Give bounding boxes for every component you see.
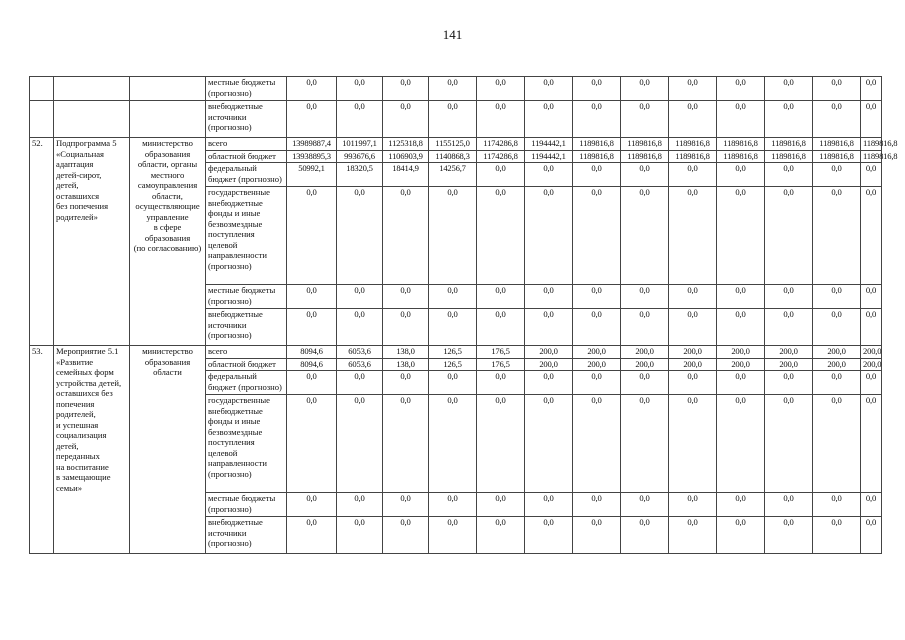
value-cell: 1194442,1 bbox=[525, 138, 573, 151]
value-cell: 0,0 bbox=[525, 285, 573, 309]
value-cell: 0,0 bbox=[717, 77, 765, 101]
value-cell: 0,0 bbox=[337, 493, 383, 517]
value-cell: 0,0 bbox=[621, 371, 669, 395]
value-cell: 0,0 bbox=[573, 517, 621, 554]
value-cell: 0,0 bbox=[621, 493, 669, 517]
value-cell: 126,5 bbox=[429, 346, 477, 359]
source-cell: государственные внебюджетные фонды и иные безвозмездные поступления целевой направленности (прогнозно) bbox=[206, 395, 287, 493]
executor-line: самоуправления bbox=[137, 180, 198, 190]
value-cell: 0,0 bbox=[765, 187, 813, 285]
value-cell: 0,0 bbox=[813, 77, 861, 101]
table-row bbox=[30, 138, 882, 151]
value-cell: 0,0 bbox=[383, 395, 429, 493]
value-cell: 0,0 bbox=[429, 77, 477, 101]
program-title-line: в замещающие bbox=[56, 472, 111, 482]
value-cell: 0,0 bbox=[717, 163, 765, 187]
value-cell: 8094,6 bbox=[287, 346, 337, 359]
value-cell: 0,0 bbox=[383, 517, 429, 554]
value-cell: 200,0 bbox=[669, 346, 717, 359]
value-cell: 0,0 bbox=[813, 395, 861, 493]
value-cell: 0,0 bbox=[525, 77, 573, 101]
value-cell: 0,0 bbox=[765, 493, 813, 517]
value-cell: 0,0 bbox=[287, 395, 337, 493]
value-cell: 0,0 bbox=[287, 371, 337, 395]
value-cell: 200,0 bbox=[669, 359, 717, 371]
program-title-line: и успешная bbox=[56, 419, 99, 430]
program-title-line: семейных форм bbox=[56, 367, 114, 377]
program-cell bbox=[54, 101, 130, 138]
value-cell: 0,0 bbox=[669, 371, 717, 395]
source-cell: областной бюджет bbox=[206, 151, 287, 163]
value-cell: 0,0 bbox=[429, 493, 477, 517]
executor-line: управление bbox=[146, 211, 189, 222]
value-cell: 0,0 bbox=[669, 285, 717, 309]
value-cell: 0,0 bbox=[477, 309, 525, 346]
value-cell: 0,0 bbox=[429, 309, 477, 346]
executor-line: в сфере bbox=[153, 222, 182, 232]
value-cell: 0,0 bbox=[383, 309, 429, 346]
value-cell: 200,0 bbox=[717, 359, 765, 371]
value-cell: 1189816,8 bbox=[765, 151, 813, 163]
value-cell: 0,0 bbox=[429, 285, 477, 309]
value-cell: 0,0 bbox=[621, 187, 669, 285]
value-cell: 0,0 bbox=[525, 163, 573, 187]
value-cell: 0,0 bbox=[573, 163, 621, 187]
value-cell: 0,0 bbox=[669, 493, 717, 517]
value-cell: 200,0 bbox=[525, 359, 573, 371]
value-cell: 0,0 bbox=[383, 187, 429, 285]
value-cell: 0,0 bbox=[669, 187, 717, 285]
value-cell: 0,0 bbox=[621, 77, 669, 101]
value-cell: 126,5 bbox=[429, 359, 477, 371]
program-title-line: «Социальная bbox=[56, 148, 104, 159]
row-number-cell: 52. bbox=[30, 138, 54, 346]
value-cell: 0,0 bbox=[337, 77, 383, 101]
program-title-line: оставшихся bbox=[56, 190, 100, 201]
executor-line: министерство bbox=[142, 138, 193, 148]
value-cell: 0,0 bbox=[337, 517, 383, 554]
executor-cell bbox=[130, 77, 206, 101]
value-cell: 0,0 bbox=[717, 371, 765, 395]
value-cell: 0,0 bbox=[861, 187, 882, 285]
value-cell: 0,0 bbox=[573, 77, 621, 101]
value-cell: 18320,5 bbox=[337, 163, 383, 187]
value-cell: 0,0 bbox=[621, 285, 669, 309]
value-cell: 200,0 bbox=[861, 346, 882, 359]
executor-line: области, bbox=[152, 190, 183, 201]
value-cell: 1189816,8 bbox=[621, 138, 669, 151]
value-cell: 1189816,8 bbox=[669, 138, 717, 151]
value-cell: 0,0 bbox=[813, 309, 861, 346]
value-cell: 0,0 bbox=[669, 395, 717, 493]
value-cell: 0,0 bbox=[287, 309, 337, 346]
value-cell: 0,0 bbox=[861, 371, 882, 395]
executor-line: образования bbox=[144, 356, 191, 367]
executor-line: осуществляющие bbox=[135, 201, 200, 211]
value-cell: 993676,6 bbox=[337, 151, 383, 163]
value-cell: 0,0 bbox=[621, 309, 669, 346]
value-cell: 0,0 bbox=[669, 163, 717, 187]
value-cell: 0,0 bbox=[717, 285, 765, 309]
value-cell: 1189816,8 bbox=[717, 151, 765, 163]
program-title-line: Мероприятие 5.1 bbox=[56, 346, 119, 356]
value-cell: 1189816,8 bbox=[765, 138, 813, 151]
program-title-line: социализация bbox=[56, 430, 107, 440]
source-cell: внебюджетные источники (прогнозно) bbox=[206, 101, 287, 138]
value-cell: 0,0 bbox=[429, 187, 477, 285]
value-cell: 0,0 bbox=[621, 517, 669, 554]
executor-line: образования bbox=[144, 232, 191, 243]
value-cell: 0,0 bbox=[717, 517, 765, 554]
executor-cell bbox=[130, 346, 206, 554]
row-number-cell bbox=[30, 77, 54, 101]
source-cell: федеральный бюджет (прогнозно) bbox=[206, 163, 287, 187]
source-cell: внебюджетные источники (прогнозно) bbox=[206, 309, 287, 346]
value-cell: 176,5 bbox=[477, 359, 525, 371]
program-cell bbox=[54, 77, 130, 101]
value-cell: 1140868,3 bbox=[429, 151, 477, 163]
value-cell: 0,0 bbox=[383, 77, 429, 101]
value-cell: 0,0 bbox=[525, 309, 573, 346]
source-cell: всего bbox=[206, 346, 287, 359]
value-cell: 0,0 bbox=[573, 187, 621, 285]
executor-line: (по согласованию) bbox=[133, 243, 202, 253]
row-number-cell bbox=[30, 101, 54, 138]
value-cell: 0,0 bbox=[287, 77, 337, 101]
value-cell: 0,0 bbox=[765, 163, 813, 187]
executor-line: местного bbox=[150, 169, 185, 180]
value-cell: 0,0 bbox=[717, 395, 765, 493]
value-cell: 0,0 bbox=[525, 395, 573, 493]
value-cell: 13938895,3 bbox=[287, 151, 337, 163]
value-cell: 0,0 bbox=[765, 395, 813, 493]
value-cell: 0,0 bbox=[669, 77, 717, 101]
value-cell: 200,0 bbox=[621, 359, 669, 371]
value-cell: 0,0 bbox=[573, 371, 621, 395]
value-cell: 0,0 bbox=[621, 395, 669, 493]
executor-line: образования bbox=[144, 148, 191, 159]
page-number: 141 bbox=[442, 27, 463, 42]
value-cell: 0,0 bbox=[813, 101, 861, 138]
value-cell: 50992,1 bbox=[287, 163, 337, 187]
source-cell: государственные внебюджетные фонды и иные безвозмездные поступления целевой направленности (прогнозно) bbox=[206, 187, 287, 285]
value-cell: 0,0 bbox=[477, 77, 525, 101]
value-cell: 1189816,8 bbox=[621, 151, 669, 163]
value-cell: 1194442,1 bbox=[525, 151, 573, 163]
value-cell: 0,0 bbox=[525, 517, 573, 554]
value-cell: 0,0 bbox=[813, 187, 861, 285]
value-cell: 0,0 bbox=[477, 517, 525, 554]
value-cell: 1189816,8 bbox=[717, 138, 765, 151]
value-cell: 0,0 bbox=[861, 101, 882, 138]
value-cell: 0,0 bbox=[477, 285, 525, 309]
value-cell: 0,0 bbox=[429, 517, 477, 554]
value-cell: 0,0 bbox=[765, 517, 813, 554]
value-cell: 0,0 bbox=[477, 187, 525, 285]
value-cell: 0,0 bbox=[717, 493, 765, 517]
value-cell: 0,0 bbox=[525, 187, 573, 285]
value-cell: 8094,6 bbox=[287, 359, 337, 371]
value-cell: 0,0 bbox=[861, 163, 882, 187]
source-cell: местные бюджеты (прогнозно) bbox=[206, 493, 287, 517]
program-title-line: попечения bbox=[56, 398, 95, 409]
source-cell: местные бюджеты (прогнозно) bbox=[206, 285, 287, 309]
value-cell: 0,0 bbox=[669, 309, 717, 346]
value-cell: 0,0 bbox=[717, 101, 765, 138]
program-title-line: переданных bbox=[56, 451, 100, 461]
program-title-line: Подпрограмма 5 bbox=[56, 138, 117, 148]
value-cell: 0,0 bbox=[525, 493, 573, 517]
value-cell: 0,0 bbox=[861, 493, 882, 517]
value-cell: 1189816,8 bbox=[861, 138, 882, 151]
program-title-line: детей, bbox=[56, 180, 79, 190]
value-cell: 0,0 bbox=[287, 493, 337, 517]
value-cell: 0,0 bbox=[717, 187, 765, 285]
value-cell: 200,0 bbox=[525, 346, 573, 359]
value-cell: 0,0 bbox=[287, 101, 337, 138]
value-cell: 0,0 bbox=[861, 285, 882, 309]
value-cell: 0,0 bbox=[383, 371, 429, 395]
value-cell: 0,0 bbox=[813, 285, 861, 309]
executor-cell bbox=[130, 138, 206, 346]
value-cell: 1174286,8 bbox=[477, 151, 525, 163]
value-cell: 0,0 bbox=[477, 163, 525, 187]
value-cell: 138,0 bbox=[383, 359, 429, 371]
table-body bbox=[30, 77, 898, 554]
table-row bbox=[30, 77, 882, 101]
value-cell: 0,0 bbox=[477, 101, 525, 138]
program-title-line: детей, bbox=[56, 440, 79, 451]
value-cell: 0,0 bbox=[621, 101, 669, 138]
executor-line: области bbox=[153, 367, 182, 377]
program-title-line: адаптация bbox=[56, 159, 94, 169]
value-cell: 0,0 bbox=[429, 395, 477, 493]
executor-cell bbox=[130, 101, 206, 138]
value-cell: 0,0 bbox=[861, 309, 882, 346]
value-cell: 1155125,0 bbox=[429, 138, 477, 151]
value-cell: 0,0 bbox=[813, 371, 861, 395]
source-cell: всего bbox=[206, 138, 287, 151]
value-cell: 1189816,8 bbox=[861, 151, 882, 163]
value-cell: 0,0 bbox=[429, 371, 477, 395]
value-cell: 0,0 bbox=[383, 493, 429, 517]
value-cell: 1189816,8 bbox=[669, 151, 717, 163]
value-cell: 0,0 bbox=[573, 395, 621, 493]
value-cell: 200,0 bbox=[717, 346, 765, 359]
program-title-line: без попечения bbox=[56, 201, 109, 211]
row-number-cell: 53. bbox=[30, 346, 54, 554]
value-cell: 0,0 bbox=[337, 395, 383, 493]
value-cell: 0,0 bbox=[861, 77, 882, 101]
value-cell: 0,0 bbox=[337, 187, 383, 285]
value-cell: 0,0 bbox=[861, 395, 882, 493]
value-cell: 0,0 bbox=[573, 493, 621, 517]
program-title-line: оставшихся без bbox=[56, 388, 113, 398]
value-cell: 200,0 bbox=[765, 359, 813, 371]
value-cell: 0,0 bbox=[621, 163, 669, 187]
value-cell: 6053,6 bbox=[337, 346, 383, 359]
value-cell: 0,0 bbox=[813, 163, 861, 187]
program-cell bbox=[54, 138, 130, 346]
value-cell: 1174286,8 bbox=[477, 138, 525, 151]
value-cell: 1106903,9 bbox=[383, 151, 429, 163]
value-cell: 0,0 bbox=[429, 101, 477, 138]
source-cell: федеральный бюджет (прогнозно) bbox=[206, 371, 287, 395]
value-cell: 0,0 bbox=[765, 285, 813, 309]
value-cell: 0,0 bbox=[287, 285, 337, 309]
value-cell: 0,0 bbox=[477, 493, 525, 517]
value-cell: 0,0 bbox=[765, 309, 813, 346]
value-cell: 1189816,8 bbox=[573, 151, 621, 163]
program-title-line: детей-сирот, bbox=[56, 169, 102, 180]
value-cell: 13989887,4 bbox=[287, 138, 337, 151]
value-cell: 0,0 bbox=[525, 371, 573, 395]
value-cell: 18414,9 bbox=[383, 163, 429, 187]
value-cell: 176,5 bbox=[477, 346, 525, 359]
executor-line: области, органы bbox=[137, 159, 198, 169]
value-cell: 0,0 bbox=[573, 101, 621, 138]
value-cell: 0,0 bbox=[383, 101, 429, 138]
program-cell bbox=[54, 346, 130, 554]
value-cell: 0,0 bbox=[717, 309, 765, 346]
value-cell: 1189816,8 bbox=[813, 151, 861, 163]
table-row bbox=[30, 346, 882, 359]
value-cell: 0,0 bbox=[287, 517, 337, 554]
value-cell: 200,0 bbox=[813, 359, 861, 371]
value-cell: 6053,6 bbox=[337, 359, 383, 371]
value-cell: 0,0 bbox=[765, 371, 813, 395]
value-cell: 0,0 bbox=[669, 101, 717, 138]
executor-line: министерство bbox=[142, 346, 193, 356]
value-cell: 138,0 bbox=[383, 346, 429, 359]
table-row bbox=[30, 101, 882, 138]
value-cell: 0,0 bbox=[813, 517, 861, 554]
value-cell: 0,0 bbox=[669, 517, 717, 554]
program-title-line: родителей, bbox=[56, 409, 96, 419]
value-cell: 1125318,8 bbox=[383, 138, 429, 151]
program-title-line: устройства детей, bbox=[56, 377, 122, 388]
source-cell: местные бюджеты (прогнозно) bbox=[206, 77, 287, 101]
value-cell: 1189816,8 bbox=[813, 138, 861, 151]
value-cell: 0,0 bbox=[337, 309, 383, 346]
value-cell: 0,0 bbox=[477, 395, 525, 493]
program-title-line: «Развитие bbox=[56, 356, 94, 367]
value-cell: 1189816,8 bbox=[573, 138, 621, 151]
value-cell: 0,0 bbox=[813, 493, 861, 517]
value-cell: 200,0 bbox=[813, 346, 861, 359]
value-cell: 0,0 bbox=[337, 101, 383, 138]
value-cell: 0,0 bbox=[861, 517, 882, 554]
value-cell: 200,0 bbox=[861, 359, 882, 371]
value-cell: 200,0 bbox=[621, 346, 669, 359]
value-cell: 0,0 bbox=[337, 371, 383, 395]
value-cell: 0,0 bbox=[287, 187, 337, 285]
value-cell: 0,0 bbox=[525, 101, 573, 138]
value-cell: 200,0 bbox=[573, 346, 621, 359]
program-title-line: на воспитание bbox=[56, 461, 109, 472]
program-title-line: родителей» bbox=[56, 211, 98, 222]
value-cell: 0,0 bbox=[765, 101, 813, 138]
value-cell: 1011997,1 bbox=[337, 138, 383, 151]
value-cell: 0,0 bbox=[477, 371, 525, 395]
value-cell: 0,0 bbox=[573, 285, 621, 309]
value-cell: 200,0 bbox=[573, 359, 621, 371]
program-title-line: семьи» bbox=[56, 482, 82, 493]
value-cell: 200,0 bbox=[765, 346, 813, 359]
value-cell: 0,0 bbox=[337, 285, 383, 309]
source-cell: областной бюджет bbox=[206, 359, 287, 371]
value-cell: 14256,7 bbox=[429, 163, 477, 187]
value-cell: 0,0 bbox=[573, 309, 621, 346]
source-cell: внебюджетные источники (прогнозно) bbox=[206, 517, 287, 554]
value-cell: 0,0 bbox=[765, 77, 813, 101]
budget-table bbox=[29, 76, 898, 554]
value-cell: 0,0 bbox=[383, 285, 429, 309]
